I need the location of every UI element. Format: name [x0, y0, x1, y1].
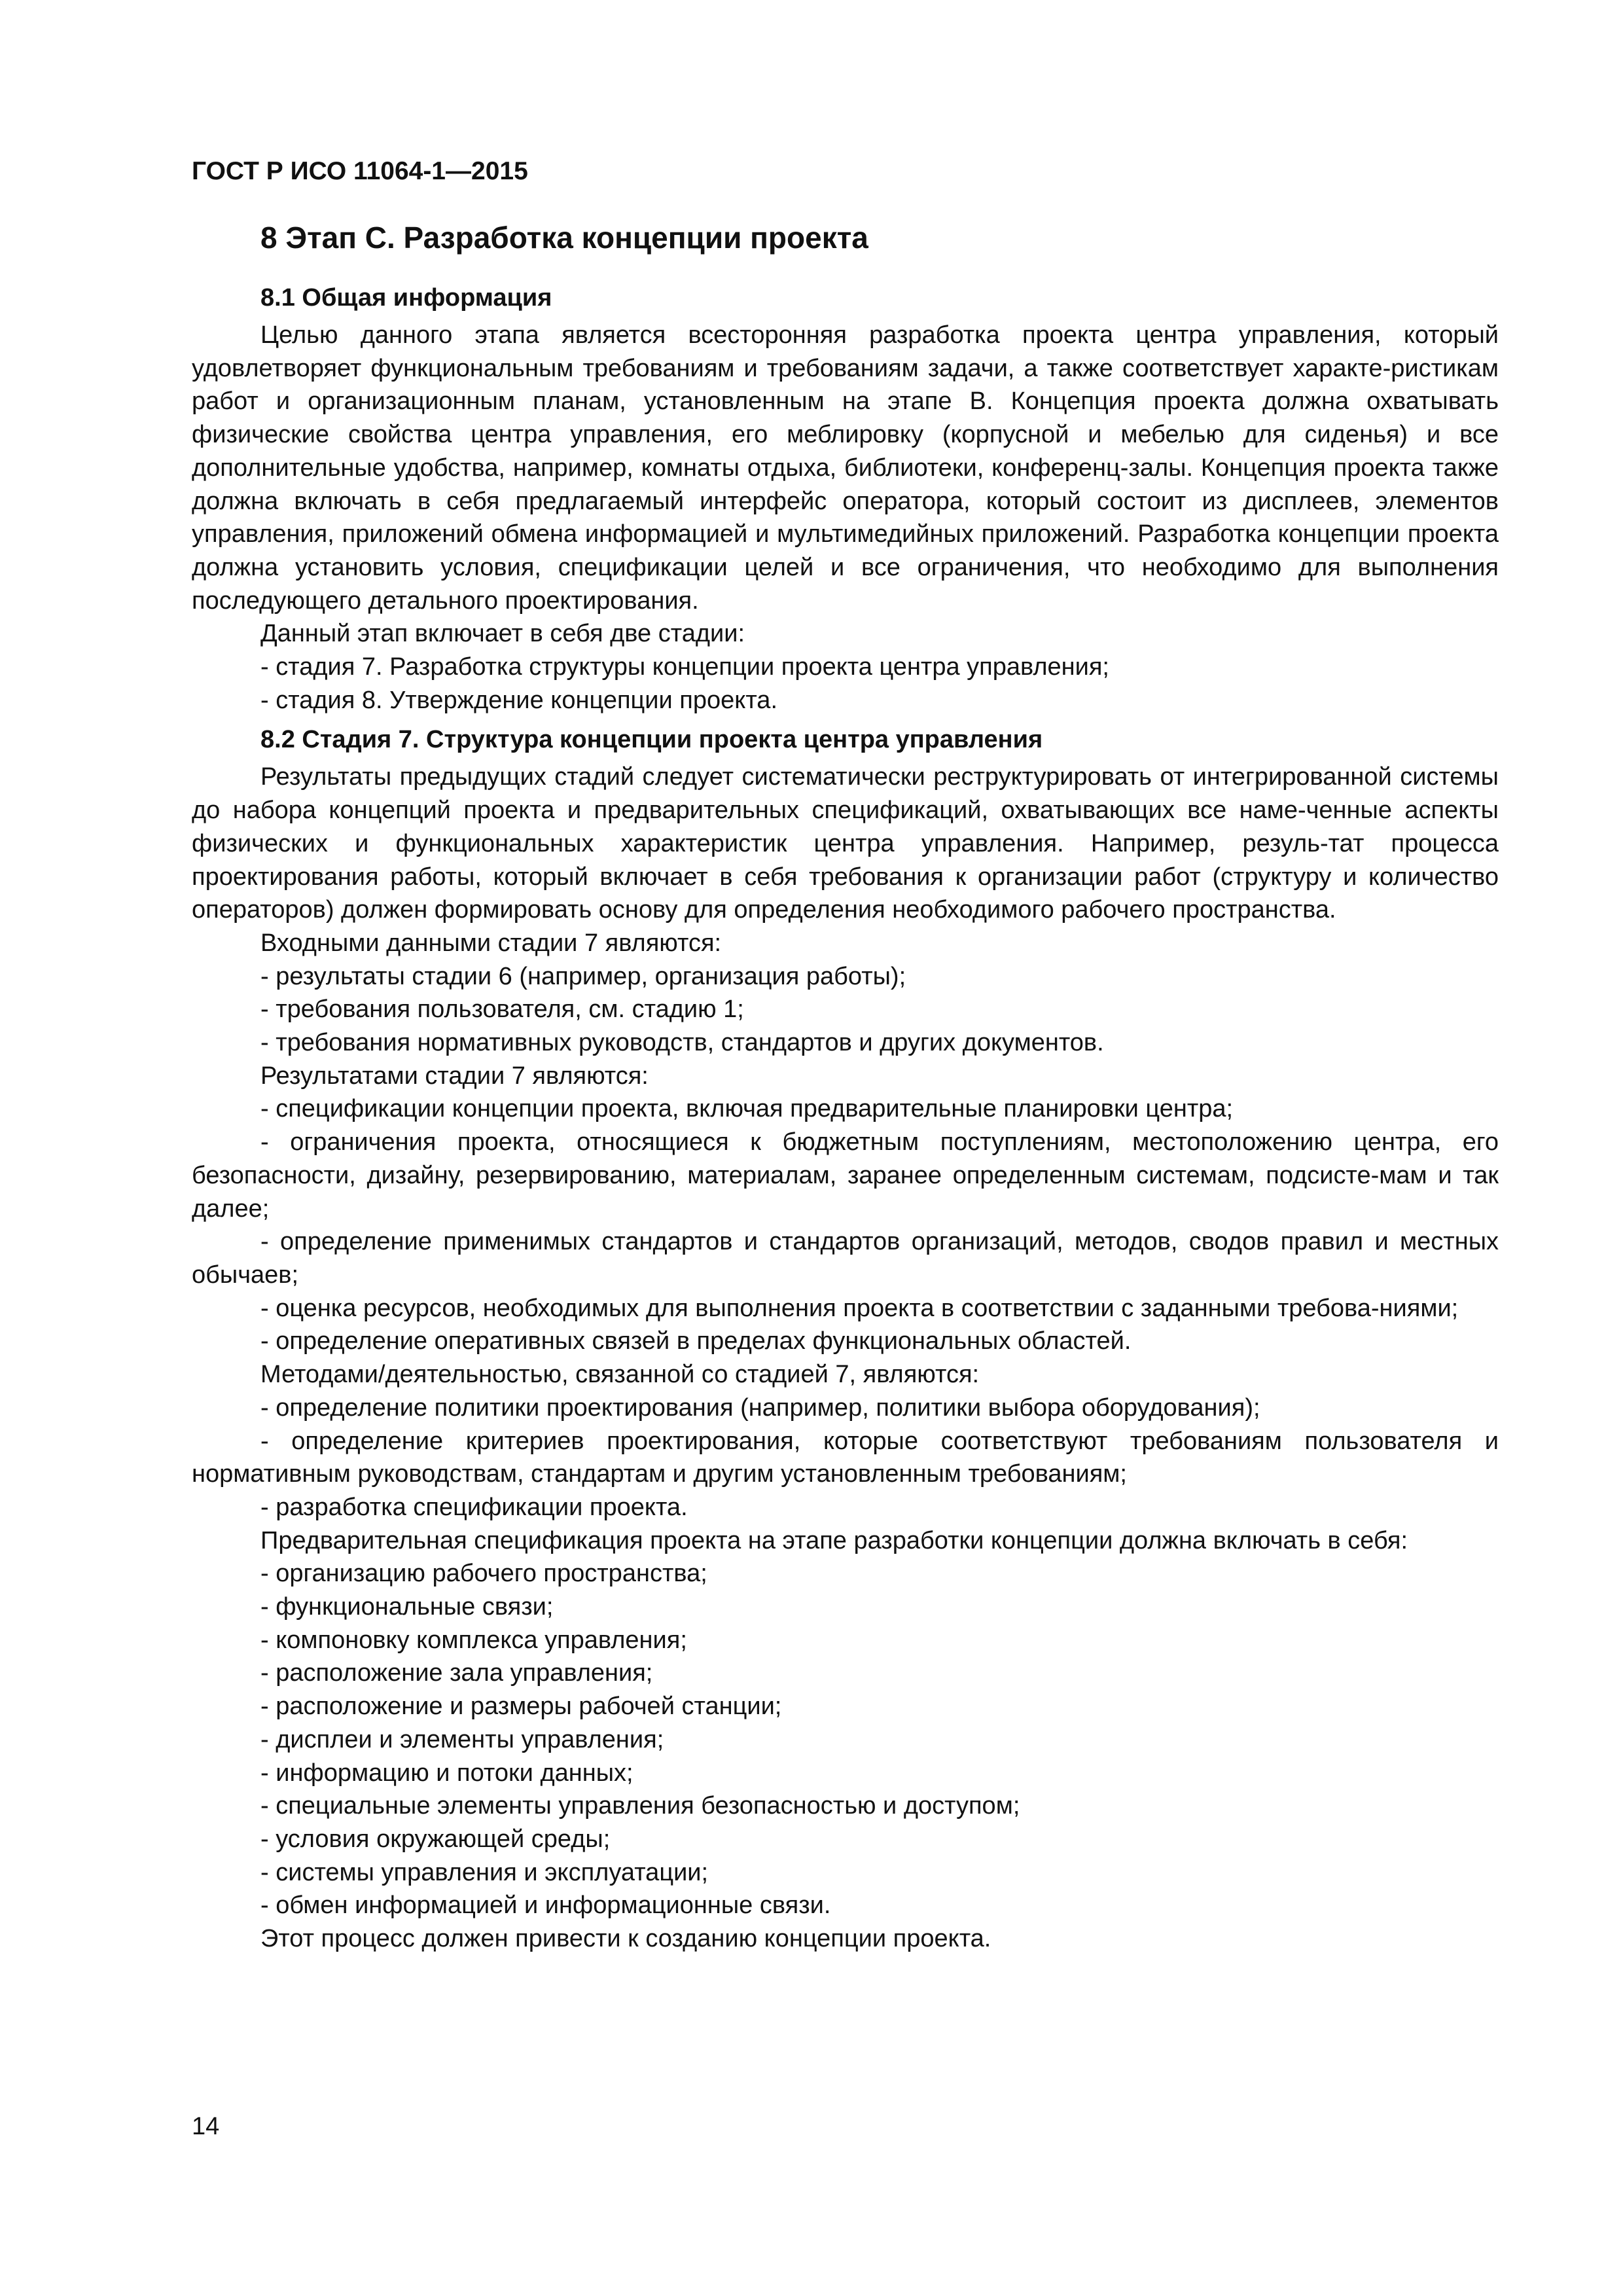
list-item: - требования нормативных руководств, стандартов и других документов. — [260, 1029, 1104, 1057]
inputs-intro: Входными данными стадии 7 являются: — [260, 929, 722, 957]
document-header: ГОСТ Р ИСО 11064-1—2015 — [192, 157, 528, 185]
subsection-8-2-title: 8.2 Стадия 7. Структура концепции проекта центра управления — [260, 726, 1043, 754]
outputs-intro: Результатами стадии 7 являются: — [260, 1062, 649, 1090]
paragraph: Результаты предыдущих стадий следует систематически реструктурировать от интегрированной системы до набора концепций проекта и предварительных спецификаций, охватывающих все наме-ченные аспекты физических и функциональных характеристик центра управления. Например, резуль-тат процесса проектирования работы, который включает в себя требования к организации работ (структуру и количество операторов) должен формировать основу для определения необходимого рабочего пространства. — [192, 763, 1499, 924]
list-item: - оценка ресурсов, необходимых для выполнения проекта в соответствии с заданными требова-ниями; — [260, 1294, 1459, 1322]
methods-intro: Методами/деятельностью, связанной со стадией 7, являются: — [260, 1361, 980, 1389]
list-item: - спецификации концепции проекта, включая предварительные планировки центра; — [260, 1095, 1234, 1123]
list-item: - организацию рабочего пространства; — [260, 1560, 707, 1588]
list-item: - разработка спецификации проекта. — [260, 1493, 688, 1521]
paragraph: Целью данного этапа является всесторонняя разработка проекта центра управления, который удовлетворяет функциональным требованиям и требованиям задачи, а также соответствует характе-ристикам работ и организационным планам, установленным на этапе В. Концепция проекта должна охватывать физические свойства центра управления, его меблировку (корпусной и мебелью для сиденья) и все дополнительные удобства, например, комнаты отдыха, библиотеки, конференц-залы. Концепция проекта также должна включать в себя предлагаемый интерфейс оператора, который состоит из дисплеев, элементов управления, приложений обмена информацией и мультимедийных приложений. Разработка концепции проекта должна установить условия, спецификации целей и все ограничения, что необходимо для выполнения последующего детального проектирования. — [192, 321, 1499, 615]
list-item: - условия окружающей среды; — [260, 1825, 611, 1853]
page-number: 14 — [192, 2113, 220, 2140]
stages-intro: Данный этап включает в себя две стадии: — [260, 620, 745, 648]
list-item: - определение политики проектирования (например, политики выбора оборудования); — [260, 1393, 1260, 1422]
list-item: - системы управления и эксплуатации; — [260, 1858, 709, 1886]
list-item: - стадия 8. Утверждение концепции проекта. — [260, 686, 778, 714]
list-item: - обмен информацией и информационные связи. — [260, 1892, 831, 1920]
list-item: - функциональные связи; — [260, 1593, 554, 1621]
list-item: - дисплеи и элементы управления; — [260, 1725, 664, 1753]
list-item: - определение оперативных связей в пределах функциональных областей. — [260, 1327, 1132, 1355]
subsection-8-1-title: 8.1 Общая информация — [260, 284, 552, 312]
closing-sentence: Этот процесс должен привести к созданию концепции проекта. — [260, 1925, 991, 1953]
list-item: - ограничения проекта, относящиеся к бюджетным поступлениям, местоположению центра, его безопасности, дизайну, резервированию, материалам, заранее определенным системам, подсисте-мам и так далее; — [192, 1128, 1499, 1223]
list-item: - результаты стадии 6 (например, организация работы); — [260, 962, 906, 990]
list-item: - информацию и потоки данных; — [260, 1759, 633, 1787]
list-item: - стадия 7. Разработка структуры концепции проекта центра управления; — [260, 653, 1109, 681]
section-title: 8 Этап С. Разработка концепции проекта — [260, 221, 868, 255]
list-item: - определение применимых стандартов и стандартов организаций, методов, сводов правил и местных обычаев; — [192, 1228, 1499, 1289]
list-item: - специальные элементы управления безопасностью и доступом; — [260, 1792, 1020, 1820]
list-item: - компоновку комплекса управления; — [260, 1626, 687, 1654]
list-item: - требования пользователя, см. стадию 1; — [260, 996, 744, 1024]
document-page — [192, 157, 1499, 1956]
list-item: - определение критериев проектирования, которые соответствуют требованиям пользователя и нормативным руководствам, стандартам и другим установленным требованиям; — [192, 1427, 1499, 1488]
list-item: - расположение и размеры рабочей станции; — [260, 1693, 782, 1721]
spec-intro: Предварительная спецификация проекта на этапе разработки концепции должна включать в себя: — [260, 1526, 1408, 1554]
list-item: - расположение зала управления; — [260, 1659, 653, 1687]
